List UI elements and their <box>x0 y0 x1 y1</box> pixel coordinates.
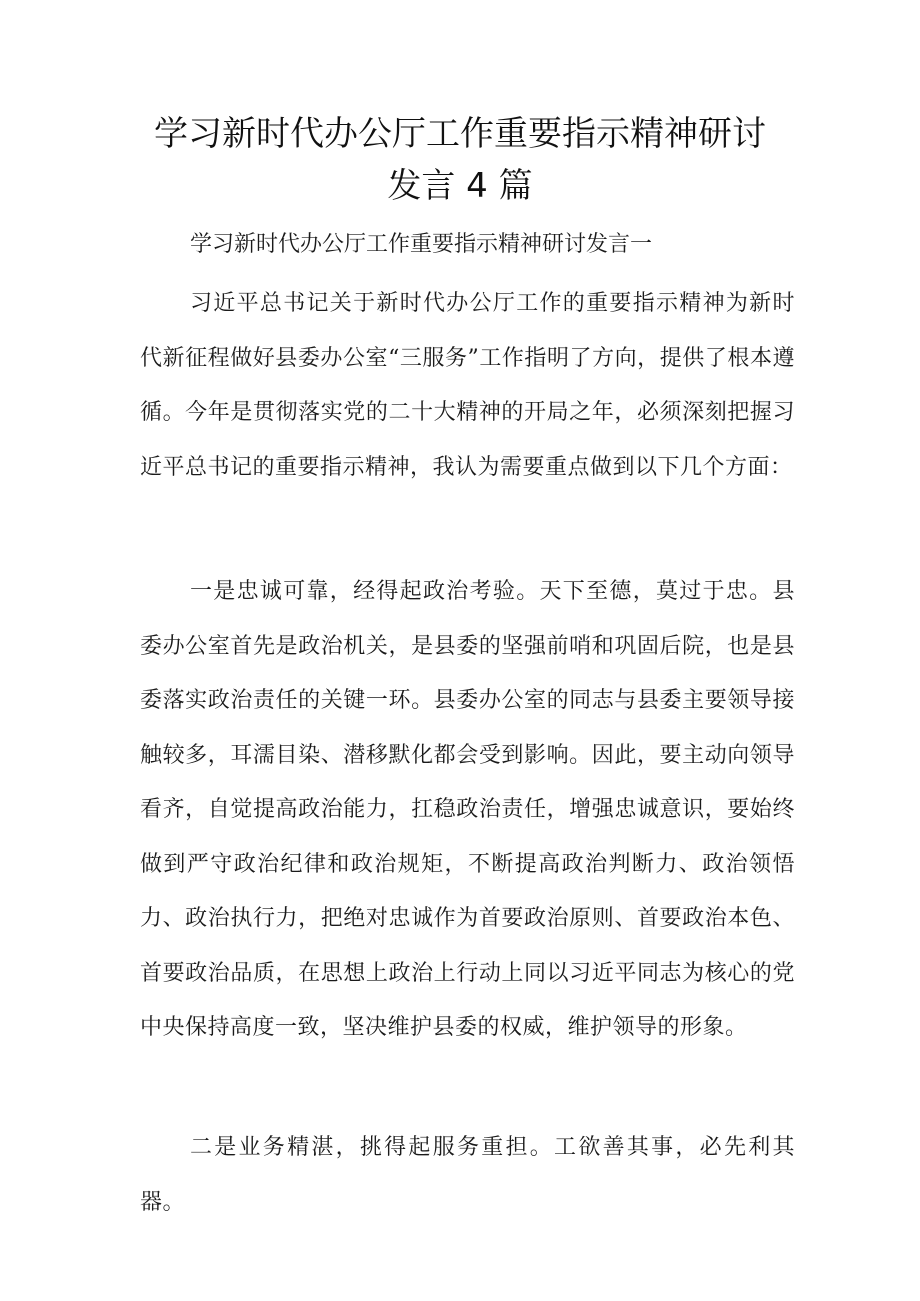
document-title-line-2: 发言 4 篇 <box>387 166 533 206</box>
document-title-line-1: 学习新时代办公厅工作重要指示精神研讨 <box>154 114 766 154</box>
paragraph-point-two: 二是业务精湛，挑得起服务重担。工欲善其事，必先利其器。 <box>140 1135 795 1215</box>
paragraph-intro: 习近平总书记关于新时代办公厅工作的重要指示精神为新时代新征程做好县委办公室“三服务”工作指明了方向，提供了根本遵循。今年是贯彻落实党的二十大精神的开局之年，必须深刻把握习近平总书记的重要指示精神，我认为需要重点做到以下几个方面： <box>140 291 795 480</box>
paragraph-point-one: 一是忠诚可靠，经得起政治考验。天下至德，莫过于忠。县委办公室首先是政治机关，是县委的坚强前哨和巩固后院，也是县委落实政治责任的关键一环。县委办公室的同志与县委主要领导接触较多，耳濡目染、潜移默化都会受到影响。因此，要主动向领导看齐，自觉提高政治能力，扛稳政治责任，增强忠诚意识，要始终做到严守政治纪律和政治规矩，不断提高政治判断力、政治领悟力、政治执行力，把绝对忠诚作为首要政治原则、首要政治本色、首要政治品质，在思想上政治上行动上同以习近平同志为核心的党中央保持高度一致，坚决维护县委的权威，维护领导的形象。 <box>140 579 795 1040</box>
section-heading: 学习新时代办公厅工作重要指示精神研讨发言一 <box>190 232 653 257</box>
